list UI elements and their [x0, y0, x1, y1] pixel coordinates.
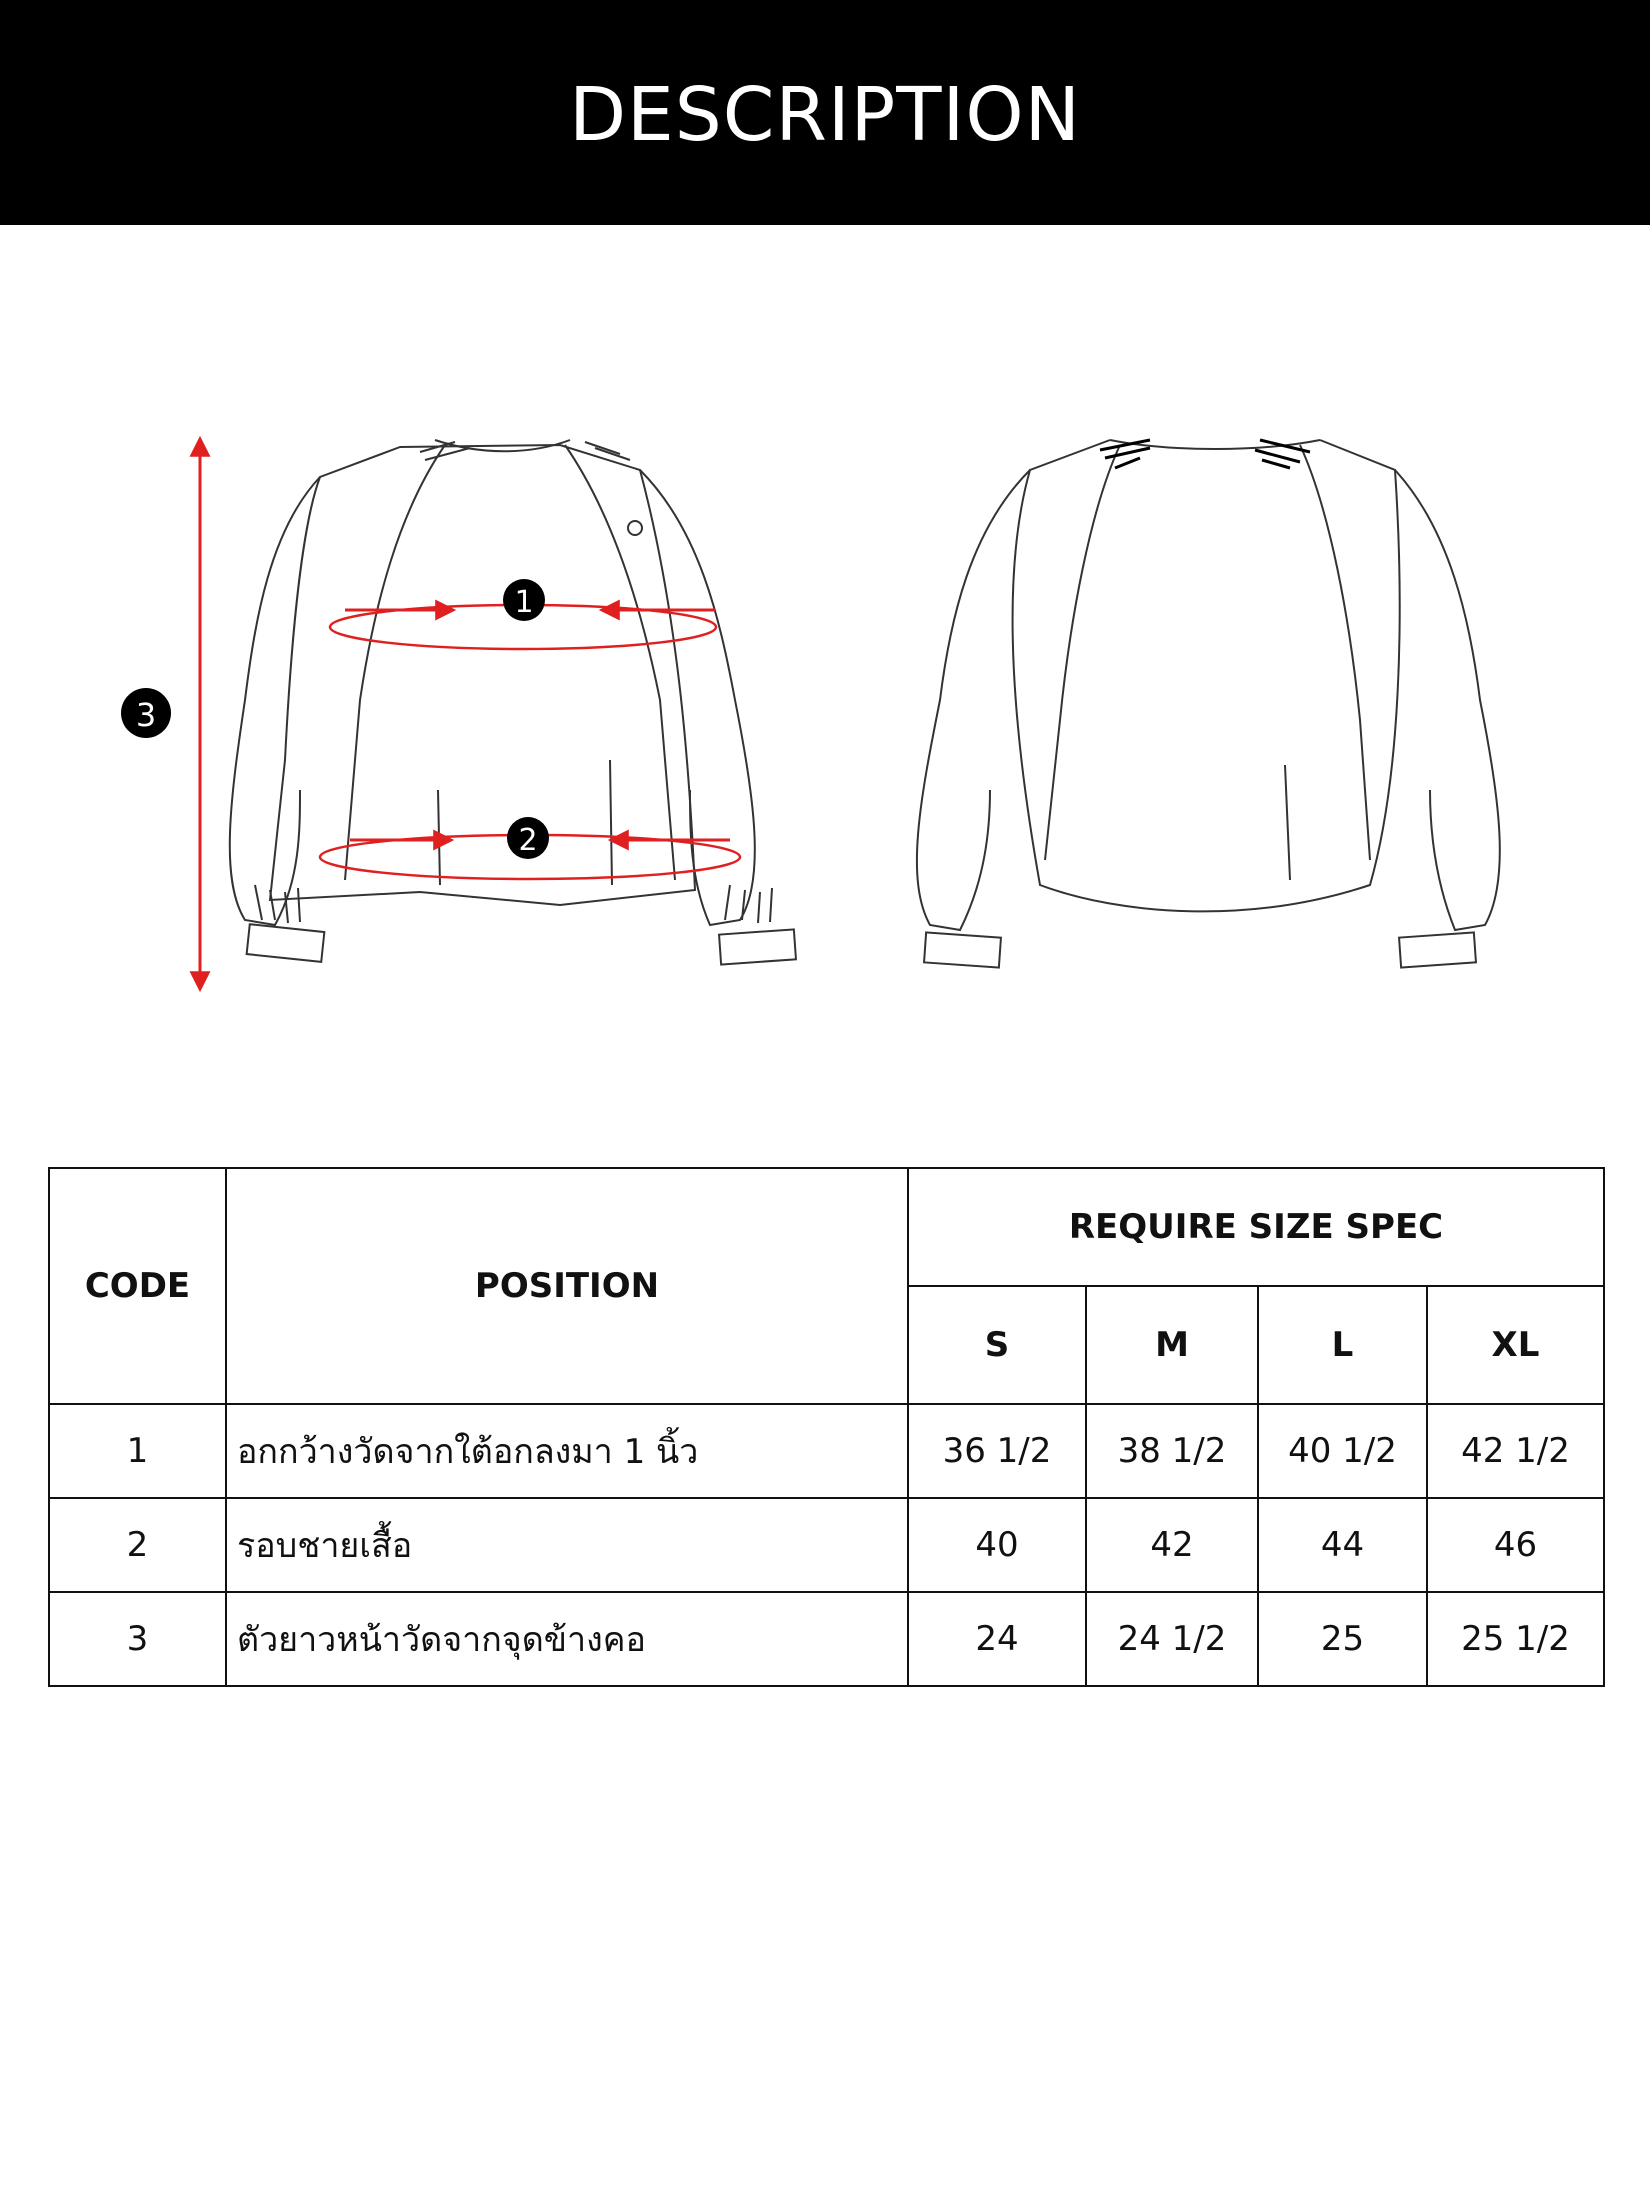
page-title: DESCRIPTION: [569, 71, 1081, 158]
table-row: [49, 1404, 1604, 1498]
header-size-m: M: [1086, 1286, 1258, 1404]
header-size-l: L: [1258, 1286, 1427, 1404]
back-view: [917, 440, 1500, 968]
row-position: ตัวยาวหน้าวัดจากจุดข้างคอ: [226, 1592, 908, 1686]
row-value-s: 36 1/2: [908, 1404, 1086, 1498]
svg-text:1: 1: [514, 585, 534, 620]
row-value-xl: 46: [1427, 1498, 1604, 1592]
row-value-l: 44: [1258, 1498, 1427, 1592]
row-position: รอบชายเสื้อ: [226, 1498, 908, 1592]
row-value-m: 24 1/2: [1086, 1592, 1258, 1686]
row-value-m: 38 1/2: [1086, 1404, 1258, 1498]
row-code: 2: [49, 1498, 226, 1592]
row-value-s: 24: [908, 1592, 1086, 1686]
header-size-spec: REQUIRE SIZE SPEC: [908, 1168, 1604, 1286]
size-spec-table: [48, 1167, 1605, 1687]
row-value-xl: 42 1/2: [1427, 1404, 1604, 1498]
front-view: [230, 440, 796, 965]
header-size-s: S: [908, 1286, 1086, 1404]
row-value-s: 40: [908, 1498, 1086, 1592]
header-bar: [0, 0, 1650, 225]
table-row: [49, 1592, 1604, 1686]
row-value-xl: 25 1/2: [1427, 1592, 1604, 1686]
header-code: CODE: [49, 1168, 226, 1404]
row-code: 1: [49, 1404, 226, 1498]
marker-2: [507, 817, 549, 859]
marker-3: [121, 688, 171, 738]
garment-diagram: [0, 360, 1650, 1020]
header-position: POSITION: [226, 1168, 908, 1404]
row-value-l: 25: [1258, 1592, 1427, 1686]
row-value-l: 40 1/2: [1258, 1404, 1427, 1498]
row-code: 3: [49, 1592, 226, 1686]
table-row: [49, 1498, 1604, 1592]
row-value-m: 42: [1086, 1498, 1258, 1592]
marker-1: [503, 579, 545, 621]
svg-text:3: 3: [135, 696, 157, 734]
header-size-xl: XL: [1427, 1286, 1604, 1404]
svg-text:2: 2: [518, 823, 538, 858]
row-position: อกกว้างวัดจากใต้อกลงมา 1 นิ้ว: [226, 1404, 908, 1498]
